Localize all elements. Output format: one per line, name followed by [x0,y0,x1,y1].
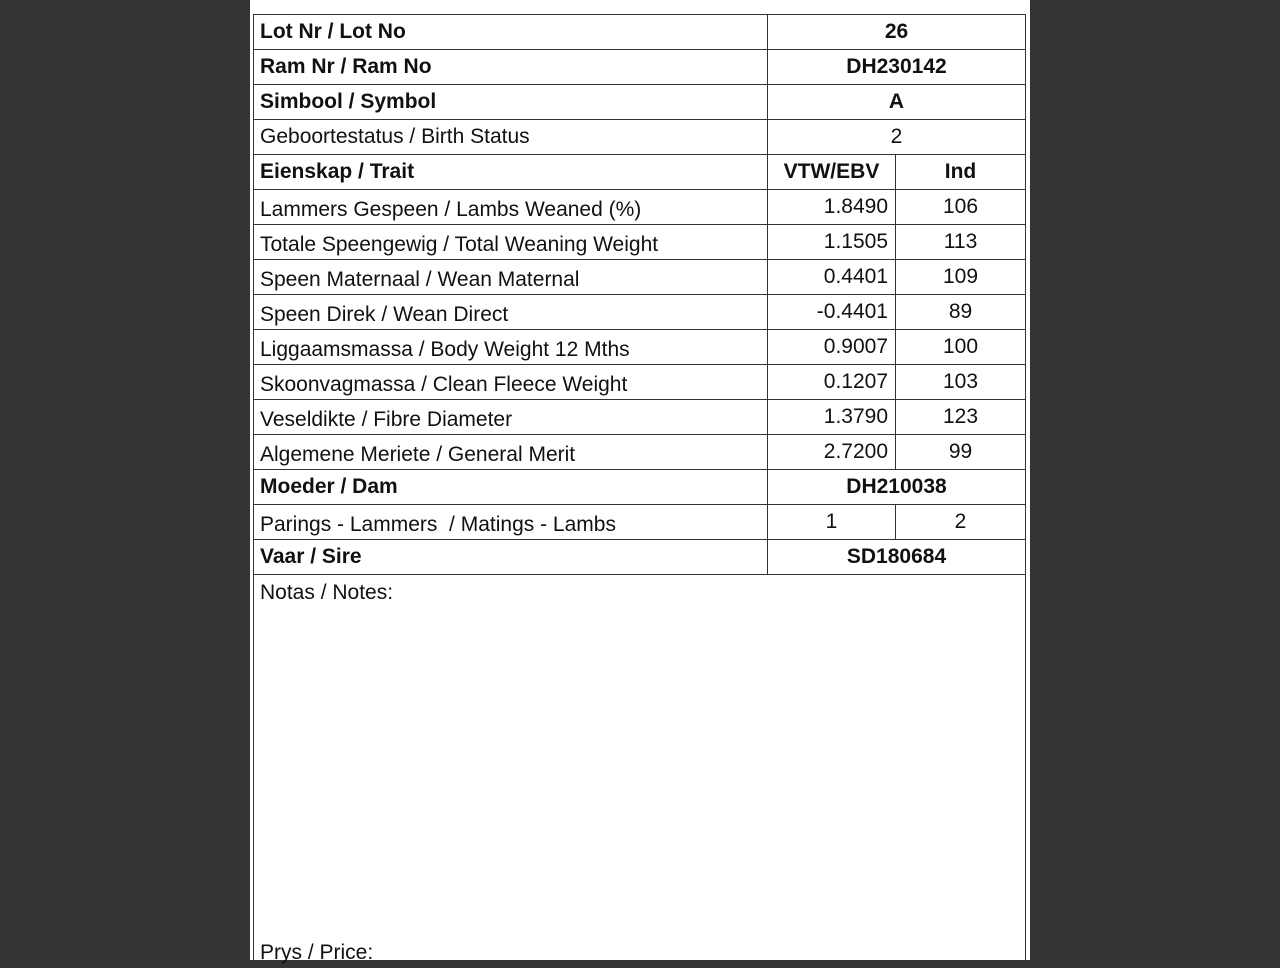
trait-ebv: 1.8490 [768,190,896,225]
trait-row [254,295,1026,330]
trait-ebv: 0.1207 [768,365,896,400]
trait-name: Algemene Meriete / General Merit [254,435,768,470]
traits-header-row [254,155,1026,190]
trait-ind: 123 [896,400,1026,435]
lot-value: 26 [768,15,1026,50]
birth-status-row [254,120,1026,155]
ind-header: Ind [896,155,1026,190]
trait-name: Speen Maternaal / Wean Maternal [254,260,768,295]
trait-ebv: 2.7200 [768,435,896,470]
document-page [250,0,1030,964]
trait-ebv: -0.4401 [768,295,896,330]
trait-ebv: 1.1505 [768,225,896,260]
trait-ebv: 0.9007 [768,330,896,365]
notes-area [254,575,1026,968]
trait-name: Totale Speengewig / Total Weaning Weight [254,225,768,260]
birth-status-label: Geboortestatus / Birth Status [254,120,768,155]
trait-row [254,190,1026,225]
trait-ebv: 0.4401 [768,260,896,295]
trait-row [254,400,1026,435]
dam-label: Moeder / Dam [254,470,768,505]
trait-name: Liggaamsmassa / Body Weight 12 Mths [254,330,768,365]
trait-name: Veseldikte / Fibre Diameter [254,400,768,435]
trait-row [254,330,1026,365]
symbol-value: A [768,85,1026,120]
price-label: Prys / Price: [260,941,374,964]
trait-row [254,260,1026,295]
symbol-label: Simbool / Symbol [254,85,768,120]
trait-row [254,365,1026,400]
notes-row [254,575,1026,968]
trait-row [254,435,1026,470]
trait-ind: 103 [896,365,1026,400]
trait-ind: 106 [896,190,1026,225]
ram-row [254,50,1026,85]
matings-label: Parings - Lammers / Matings - Lambs [254,505,768,540]
trait-row [254,225,1026,260]
trait-name: Skoonvagmassa / Clean Fleece Weight [254,365,768,400]
lambs-count: 2 [896,505,1026,540]
trait-ebv: 1.3790 [768,400,896,435]
ebv-header: VTW/EBV [768,155,896,190]
trait-ind: 109 [896,260,1026,295]
trait-ind: 89 [896,295,1026,330]
trait-header-label: Eienskap / Trait [254,155,768,190]
sire-label: Vaar / Sire [254,540,768,575]
trait-ind: 100 [896,330,1026,365]
lot-label: Lot Nr / Lot No [254,15,768,50]
trait-name: Speen Direk / Wean Direct [254,295,768,330]
trait-ind: 99 [896,435,1026,470]
trait-ind: 113 [896,225,1026,260]
trait-name: Lammers Gespeen / Lambs Weaned (%) [254,190,768,225]
dam-value: DH210038 [768,470,1026,505]
sire-value: SD180684 [768,540,1026,575]
ram-info-table [253,14,1026,968]
birth-status-value: 2 [768,120,1026,155]
matings-row [254,505,1026,540]
lot-row [254,15,1026,50]
symbol-row [254,85,1026,120]
matings-count: 1 [768,505,896,540]
ram-label: Ram Nr / Ram No [254,50,768,85]
dam-row [254,470,1026,505]
ram-value: DH230142 [768,50,1026,85]
notes-label: Notas / Notes: [260,581,394,604]
sire-row [254,540,1026,575]
